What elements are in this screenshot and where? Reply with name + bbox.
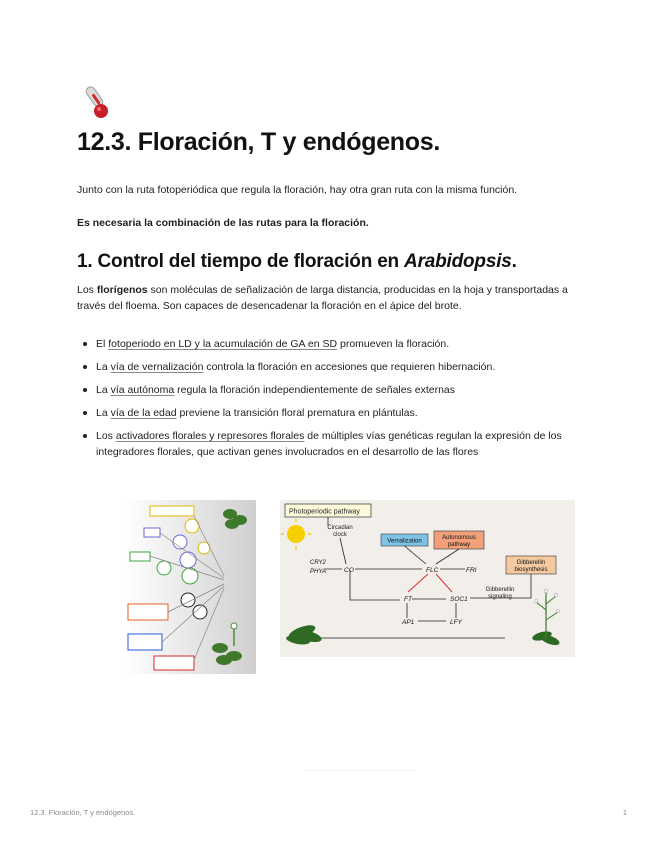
list-item-text: regula la floración independientemente de señales externas <box>174 384 456 396</box>
bullet-list <box>77 336 582 467</box>
list-item-text: La <box>96 361 111 373</box>
list-item-text: controla la floración en accesiones que requieren hibernación. <box>203 361 496 373</box>
list-item-text: La <box>96 384 111 396</box>
gib-signal-label: Gibberellin <box>485 587 515 593</box>
list-item-text: promueven la floración. <box>337 338 450 350</box>
gene-ap1: AP1 <box>402 619 415 626</box>
list-item <box>77 359 582 375</box>
list-item-text: previene la transición floral prematura en plántulas. <box>176 407 418 419</box>
desc-bold-term: florígenos <box>96 284 148 296</box>
list-item-text: Los <box>96 430 116 442</box>
gene-ft: FT <box>404 596 412 603</box>
list-item-link[interactable]: vía de vernalización <box>110 361 204 373</box>
list-item-link[interactable]: fotoperiodo en LD y la acumulación de GA en SD <box>108 338 338 350</box>
gibberellin-label-2: biosynthesis <box>514 567 548 573</box>
photoperiodic-label: Photoperiodic pathway <box>289 508 360 516</box>
flowering-pathways-figure <box>124 500 256 674</box>
list-item-text: La <box>96 407 111 419</box>
list-item <box>77 405 582 421</box>
list-item-link[interactable]: activadores florales y represores florales <box>115 430 305 442</box>
gene-flc: FLC <box>426 567 439 574</box>
list-item-link[interactable]: vía autónoma <box>110 384 175 396</box>
autonomous-label: Autonomous <box>442 535 476 541</box>
gene-co: CO <box>344 567 354 574</box>
gene-fri: FRI <box>466 567 477 574</box>
thermometer-icon <box>76 82 116 122</box>
page-number: 1 <box>622 808 627 817</box>
circadian-label-2: clock <box>333 532 347 538</box>
gene-soc1: SOC1 <box>450 596 468 603</box>
flowering-network-diagram <box>280 500 575 657</box>
section-heading-text: 1. Control del tiempo de floración en <box>77 251 405 272</box>
list-item <box>77 382 582 398</box>
autonomous-label-2: pathway <box>447 542 471 548</box>
section-heading <box>77 251 517 273</box>
footer-title: 12.3. Floración, T y endógenos. <box>30 808 136 817</box>
section-heading-italic: Arabidopsis <box>404 251 512 272</box>
footer-divider <box>305 770 415 771</box>
key-statement: Es necesaria la combinación de las rutas para la floración. <box>77 217 369 229</box>
list-item-text: de múltiples vías genéticas regulan la expresión de los integradores florales, que activan genes involucrados en el desarrollo de las flores <box>96 430 562 458</box>
list-item <box>77 336 582 352</box>
list-item-text: El <box>96 338 109 350</box>
vernalization-label: Vernalization <box>387 538 422 545</box>
section-heading-suffix: . <box>511 251 517 272</box>
page-title: 12.3. Floración, T y endógenos. <box>77 128 441 156</box>
gene-phya: PHYA <box>310 569 327 575</box>
desc-text: Los <box>77 284 97 296</box>
desc-text-rest: son moléculas de señalización de larga distancia, producidas en la hoja y transportadas a través del floema. Son capaces de desencadenar la floración en el ápice del brote. <box>77 284 568 312</box>
circadian-label: Circadian <box>327 525 353 531</box>
list-item <box>77 428 582 460</box>
gib-signal-label-2: signaling <box>488 594 512 600</box>
gene-lfy: LFY <box>450 619 462 626</box>
intro-paragraph: Junto con la ruta fotoperiódica que regula la floración, hay otra gran ruta con la misma función. <box>77 184 518 196</box>
gibberellin-label: Gibberellin <box>516 560 546 566</box>
list-item-link[interactable]: vía de la edad <box>110 407 177 419</box>
sun-icon <box>287 525 305 543</box>
gene-cry2: CRY2 <box>310 560 326 566</box>
florigen-paragraph <box>77 282 577 314</box>
